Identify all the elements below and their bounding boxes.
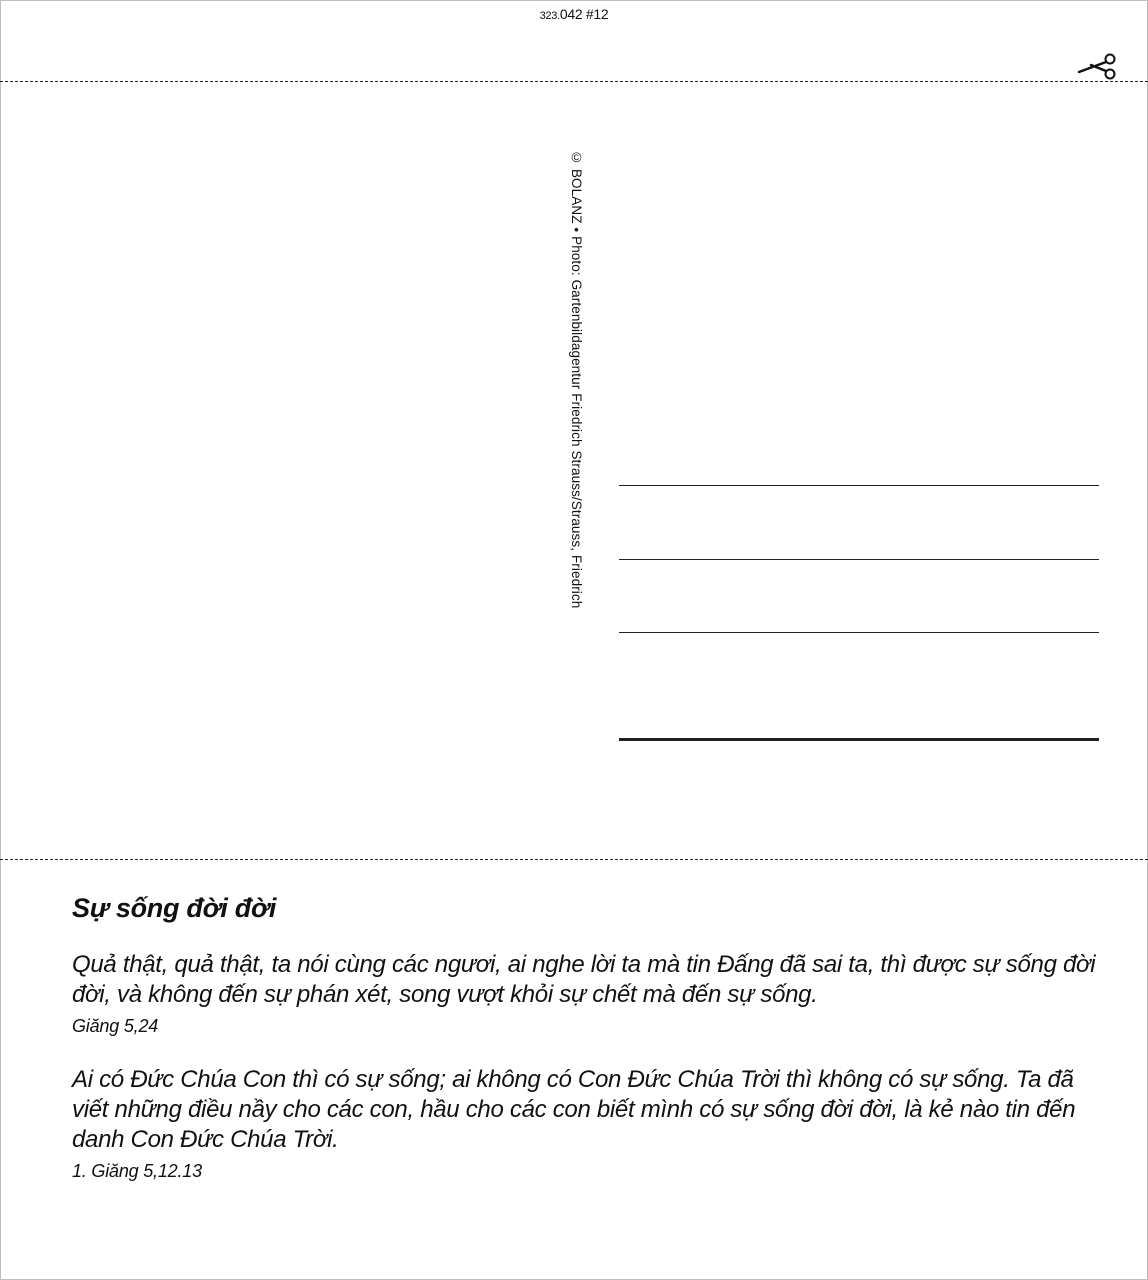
address-line-4 <box>619 738 1099 741</box>
verse-reference: Giăng 5,24 <box>72 1016 159 1036</box>
top-cut-line <box>0 81 1148 82</box>
scissors-icon <box>1077 52 1121 82</box>
bottom-cut-line <box>0 859 1148 860</box>
photo-credit: © BOLANZ • Photo: Gartenbildagentur Friedrich Strauss/Strauss, Friedrich <box>569 150 584 609</box>
product-code-prefix: 323. <box>539 10 560 22</box>
card-title: Sự sống đời đời <box>72 893 277 923</box>
verse-reference: 1. Giăng 5,12.13 <box>72 1161 202 1181</box>
verse-text: Ai có Đức Chúa Con thì có sự sống; ai không có Con Đức Chúa Trời thì không có sự sống. Ta đã viết những điều nầy cho các con, hầu cho các con biết mình có sự sống đời đời, là kẻ nào tin đến danh Con Đức Chúa Trời. <box>72 1066 1076 1153</box>
product-code <box>0 6 1148 22</box>
address-line-3 <box>619 632 1099 633</box>
address-line-2 <box>619 559 1099 560</box>
verse-text: Quả thật, quả thật, ta nói cùng các ngươi, ai nghe lời ta mà tin Đấng đã sai ta, thì được sự sống đời đời, và không đến sự phán xét, song vượt khỏi sự chết mà đến sự sống. <box>72 951 1096 1008</box>
address-line-1 <box>619 485 1099 486</box>
product-code-main: 042 #12 <box>559 6 609 22</box>
card-text <box>72 893 1112 1210</box>
